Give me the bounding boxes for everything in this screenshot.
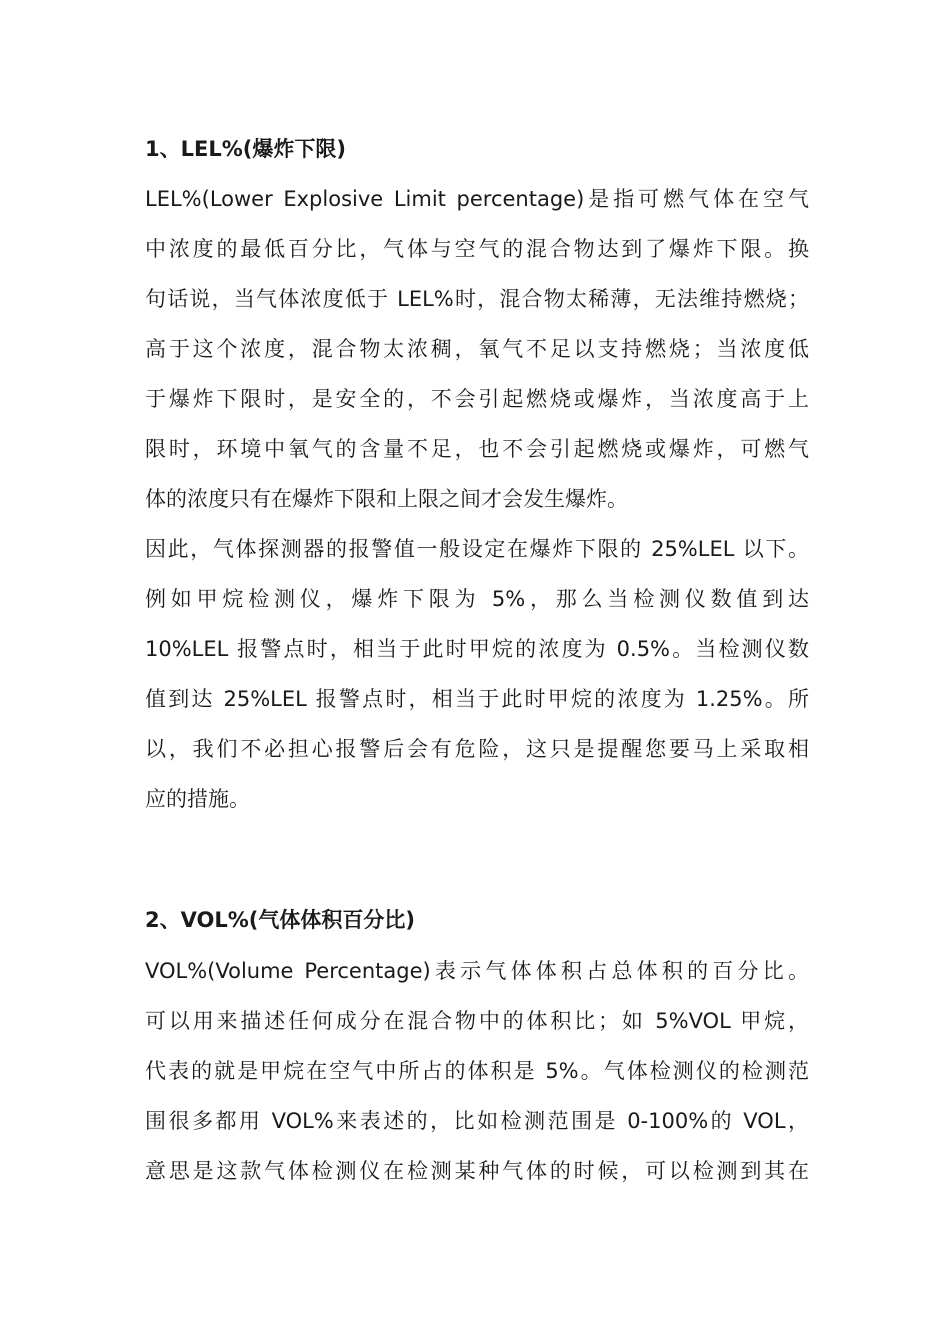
text-line: 值到达 25%LEL 报警点时，相当于此时甲烷的浓度为 1.25%。所 — [145, 687, 809, 711]
text-line: 以，我们不必担心报警后会有危险，这只是提醒您要马上采取相 — [145, 737, 809, 761]
text-line: 代表的就是甲烷在空气中所占的体积是 5%。气体检测仪的检测范 — [145, 1059, 809, 1083]
text-line: 限时，环境中氧气的含量不足，也不会引起燃烧或爆炸，可燃气 — [145, 437, 809, 461]
section-heading-vol: 2、VOL%(气体体积百分比) — [145, 908, 415, 932]
text-line: 10%LEL 报警点时，相当于此时甲烷的浓度为 0.5%。当检测仪数 — [145, 637, 809, 661]
text-line: 例如甲烷检测仪，爆炸下限为 5%，那么当检测仪数值到达 — [145, 587, 809, 611]
text-line: 围很多都用 VOL%来表述的，比如检测范围是 0-100%的 VOL， — [145, 1109, 809, 1133]
text-line: 中浓度的最低百分比，气体与空气的混合物达到了爆炸下限。换 — [145, 237, 809, 261]
text-line: 可以用来描述任何成分在混合物中的体积比；如 5%VOL 甲烷， — [145, 1009, 809, 1033]
text-line: 意思是这款气体检测仪在检测某种气体的时候，可以检测到其在 — [145, 1159, 809, 1183]
text-line: 因此，气体探测器的报警值一般设定在爆炸下限的 25%LEL 以下。 — [145, 537, 809, 561]
section-heading-lel: 1、LEL%(爆炸下限) — [145, 137, 346, 161]
paragraph-lel-definition — [145, 174, 809, 524]
text-line: 句话说，当气体浓度低于 LEL%时，混合物太稀薄，无法维持燃烧； — [145, 287, 809, 311]
text-line: VOL%(Volume Percentage)表示气体体积占总体积的百分比。 — [145, 959, 809, 983]
text-line: LEL%(Lower Explosive Limit percentage)是指可燃气体在空气 — [145, 187, 809, 211]
paragraph-lel-alarm — [145, 524, 809, 824]
paragraph-vol-definition — [145, 946, 809, 1196]
text-line: 应的措施。 — [145, 787, 250, 811]
text-line: 高于这个浓度，混合物太浓稠，氧气不足以支持燃烧；当浓度低 — [145, 337, 809, 361]
text-line: 体的浓度只有在爆炸下限和上限之间才会发生爆炸。 — [145, 487, 628, 511]
text-line: 于爆炸下限时，是安全的，不会引起燃烧或爆炸，当浓度高于上 — [145, 387, 809, 411]
